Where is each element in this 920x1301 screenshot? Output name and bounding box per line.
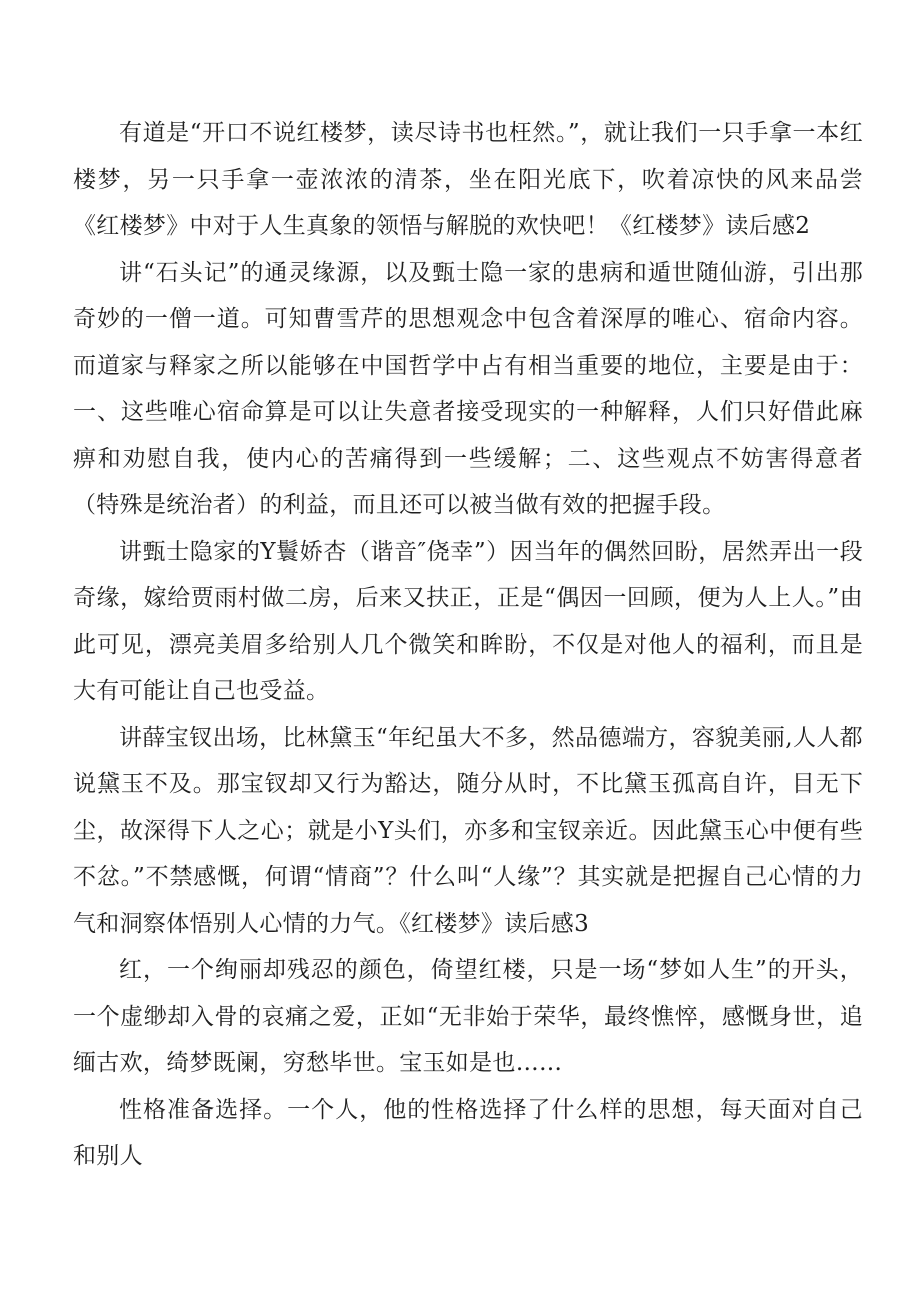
paragraph-3: 讲甄士隐家的Y鬟娇杏（谐音″侥幸”）因当年的偶然回盼，居然弄出一段奇缘，嫁给贾雨村做二房，后来又扶正，正是“偶因一回顾，便为人上人。”由此可见，漂亮美眉多给别人几个微笑和眸盼，不仅是对他人的福利，而且是大有可能让自己也受益。 bbox=[73, 538, 863, 704]
paragraph-5: 红，一个绚丽却残忍的颜色，倚望红楼，只是一场“梦如人生”的开头，一个虚缈却入骨的哀痛之爱，正如“无非始于荣华，最终憔悴，感慨身世，追缅古欢，绮梦既阑，穷愁毕世。宝玉如是也…… bbox=[73, 957, 863, 1076]
paragraph-6: 性格准备选择。一个人，他的性格选择了什么样的思想，每天面对自己和别人 bbox=[73, 1096, 863, 1169]
document-body bbox=[73, 110, 863, 1180]
paragraph-4: 讲薛宝钗出场，比林黛玉“年纪虽大不多，然品德端方，容貌美丽,人人都说黛玉不及。那宝钗却又行为豁达，随分从时，不比黛玉孤高自许，目无下尘，故深得下人之心；就是小Y头们，亦多和宝钗亲近。因此黛玉心中便有些不忿。”不禁感慨，何谓“情商”？什么叫“人缘”？其实就是把握自己心情的力气和洞察体悟别人心情的力气。《红楼梦》读后感3 bbox=[73, 724, 863, 937]
paragraph-1: 有道是“开口不说红楼梦，读尽诗书也枉然。”，就让我们一只手拿一本红楼梦，另一只手拿一壶浓浓的清茶，坐在阳光底下，吹着凉快的风来品尝《红楼梦》中对于人生真象的领悟与解脱的欢快吧！《红楼梦》读后感2 bbox=[73, 120, 863, 239]
paragraph-2: 讲“石头记”的通灵缘源，以及甄士隐一家的患病和遁世随仙游，引出那奇妙的一僧一道。可知曹雪芹的思想观念中包含着深厚的唯心、宿命内容。而道家与释家之所以能够在中国哲学中占有相当重要的地位，主要是由于：一、这些唯心宿命算是可以让失意者接受现实的一种解释，人们只好借此麻痹和劝慰自我，使内心的苦痛得到一些缓解；二、这些观点不妨害得意者（特殊是统治者）的利益，而且还可以被当做有效的把握手段。 bbox=[73, 259, 863, 518]
